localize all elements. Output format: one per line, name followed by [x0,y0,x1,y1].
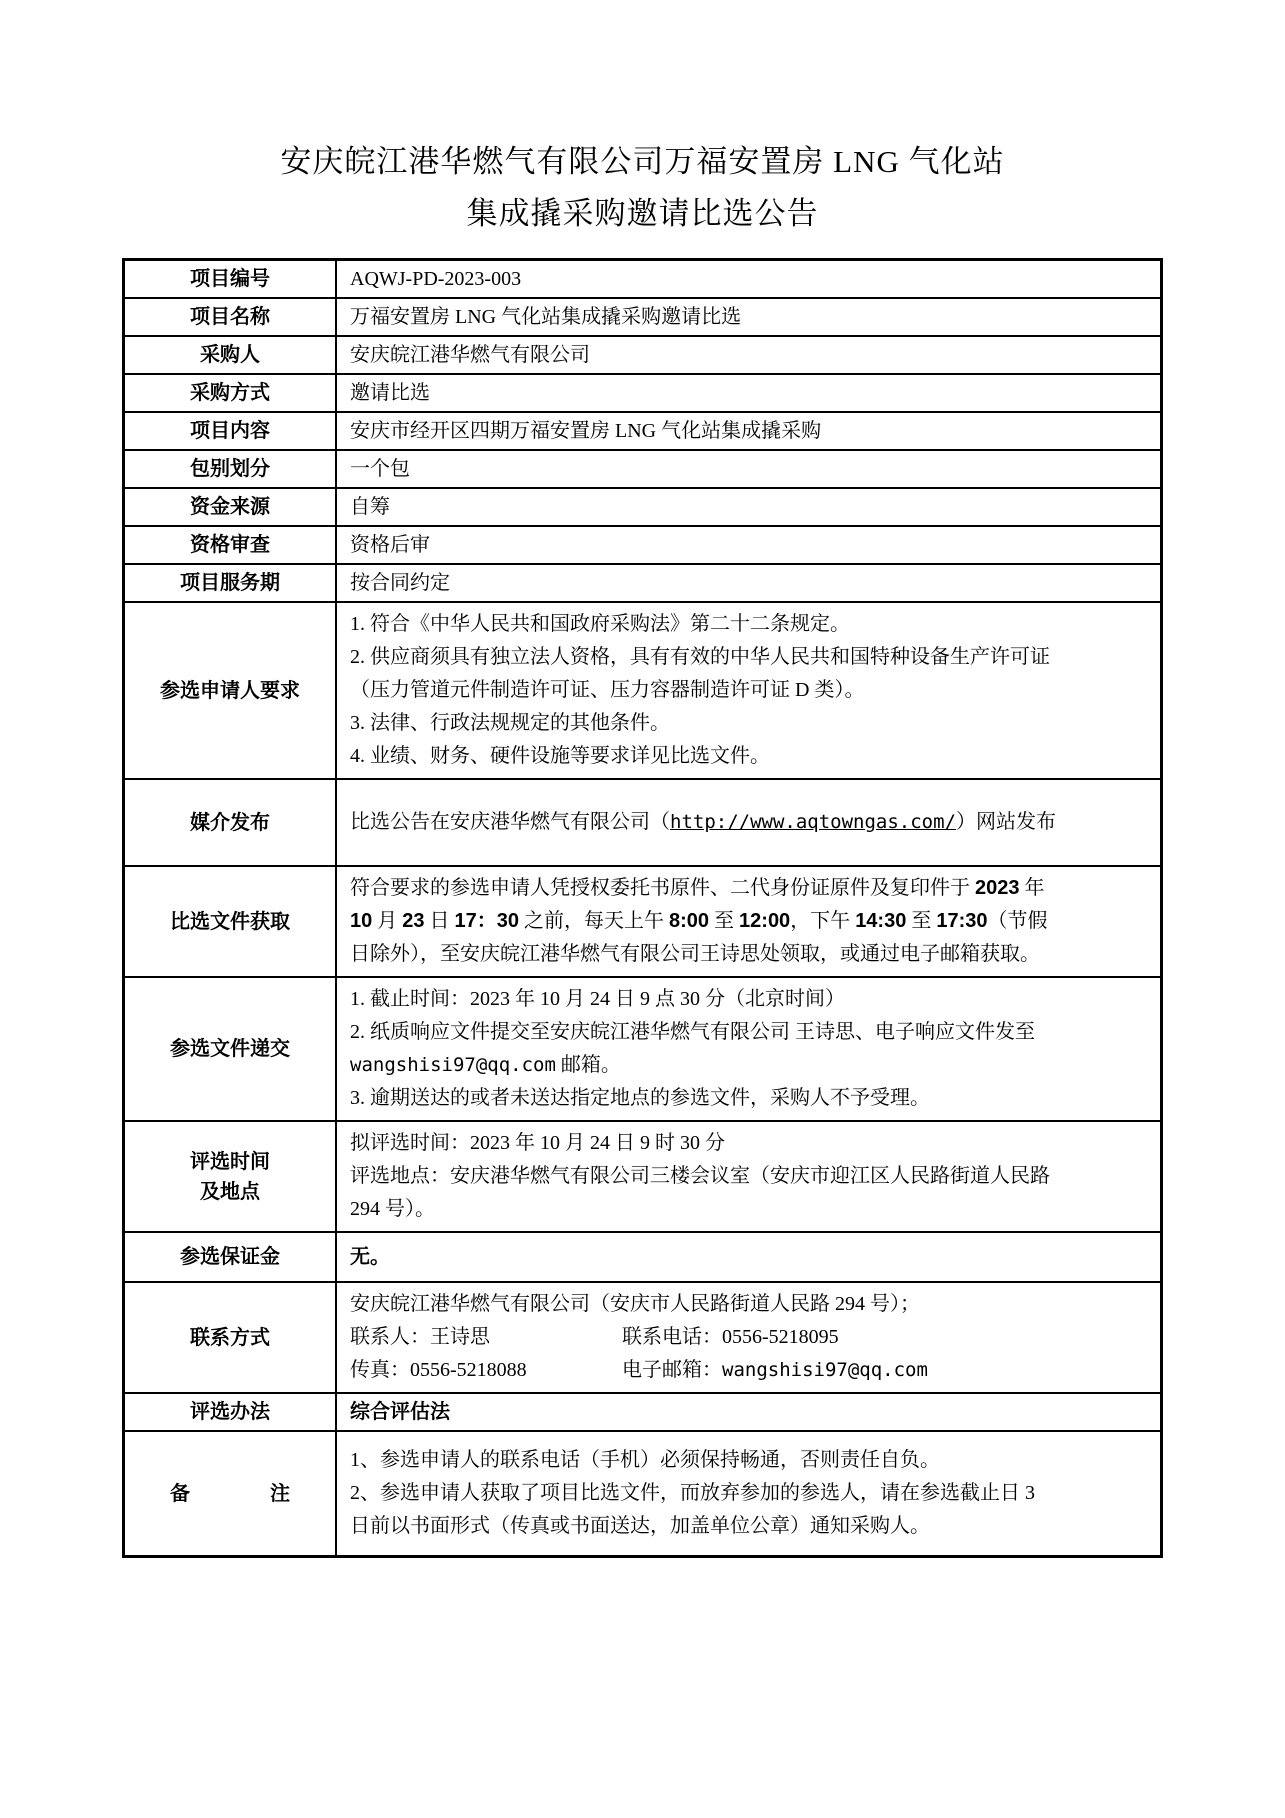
table-row-contact-info [124,1282,1162,1393]
value-line [350,1321,1152,1354]
row-label: 评选办法 [124,1393,337,1431]
text-segment: 安庆市经开区四期万福安置房 LNG 气化站集成撬采购 [350,420,822,442]
row-label: 项目内容 [124,412,337,450]
value-line [350,378,1152,408]
text-segment: 至 [906,910,937,932]
row-value [336,412,1162,450]
table-row-participation-deposit [124,1232,1162,1282]
value-line [350,1049,1152,1082]
table-row-package-division [124,450,1162,488]
row-value [336,526,1162,564]
row-value [336,1282,1162,1393]
text-segment: 3. 法律、行政法规规定的其他条件。 [350,712,670,734]
text-segment: 安庆皖江港华燃气有限公司（安庆市人民路街道人民路 294 号）； [350,1293,920,1315]
notice-table-body [124,260,1162,1557]
page-title-line1: 安庆皖江港华燃气有限公司万福安置房 LNG 气化站 [280,144,1005,179]
value-line [350,1242,1152,1272]
text-segment: 14:30 [855,910,907,932]
table-row-qualification-review [124,526,1162,564]
value-line [350,264,1152,294]
row-label: 资金来源 [124,488,337,526]
value-line [350,1082,1152,1115]
value-line [350,608,1152,641]
text-segment: 邮箱。 [555,1054,621,1076]
text-segment: 联系电话：0556-5218095 [622,1326,839,1348]
text-segment: 传真：0556-5218088 [350,1359,527,1381]
text-segment: 日 [424,910,455,932]
text-segment: 12:00 [739,910,791,932]
row-label: 采购人 [124,336,337,374]
value-line [350,707,1152,740]
page-title-line2: 集成撬采购邀请比选公告 [466,196,819,231]
table-row-document-acquisition [124,866,1162,977]
row-value [336,779,1162,866]
row-label: 联系方式 [124,1282,337,1393]
row-label: 评选时间 及地点 [124,1121,337,1232]
row-value [336,1121,1162,1232]
row-value [336,564,1162,602]
row-label: 采购方式 [124,374,337,412]
announcement-url-link[interactable]: http://www.aqtowngas.com/ [670,811,956,833]
value-line [350,1444,1152,1477]
row-label: 备 注 [124,1431,337,1557]
row-value [336,602,1162,779]
text-segment: 17:30 [936,910,988,932]
text-segment: 月 [372,910,403,932]
text-segment: 3. 逾期送达的或者未送达指定地点的参选文件，采购人不予受理。 [350,1087,930,1109]
table-row-media-release [124,779,1162,866]
table-row-service-period [124,564,1162,602]
row-value [336,488,1162,526]
text-segment: 日除外），至安庆皖江港华燃气有限公司王诗思处领取，或通过电子邮箱获取。 [350,943,1040,965]
text-segment: 1. 截止时间：2023 年 10 月 24 日 9 点 30 分（北京时间） [350,988,845,1010]
text-segment: 1. 符合《中华人民共和国政府采购法》第二十二条规定。 [350,613,850,635]
value-line [350,938,1152,971]
table-row-procurement-method [124,374,1162,412]
text-segment: 符合要求的参选申请人凭授权委托书原件、二代身份证原件及复印件于 [350,877,975,899]
table-row-remarks [124,1431,1162,1557]
email-text: wangshisi97@qq.com [722,1359,928,1381]
text-segment: 2. 纸质响应文件提交至安庆皖江港华燃气有限公司 王诗思、电子响应文件发至 [350,1021,1035,1043]
table-row-project-name [124,298,1162,336]
text-segment: 2、参选申请人获取了项目比选文件，而放弃参加的参选人，请在参选截止日 3 [350,1482,1035,1504]
page-title [100,136,1185,240]
row-label: 项目服务期 [124,564,337,602]
text-segment: 邀请比选 [350,382,430,404]
notice-table [122,258,1163,1558]
row-value [336,1393,1162,1431]
text-segment: 年 [1019,877,1045,899]
table-row-project-number [124,260,1162,299]
row-label: 项目编号 [124,260,337,299]
value-line [350,302,1152,332]
text-segment: 综合评估法 [350,1401,450,1423]
text-segment: 之前，每天上午 [519,910,669,932]
value-line [350,641,1152,674]
row-value [336,260,1162,299]
row-value [336,1431,1162,1557]
text-segment: 万福安置房 LNG 气化站集成撬采购邀请比选 [350,306,742,328]
text-segment: 294 号）。 [350,1198,435,1220]
value-line [350,740,1152,773]
text-segment: 评选地点：安庆港华燃气有限公司三楼会议室（安庆市迎江区人民路街道人民路 [350,1165,1050,1187]
row-value [336,450,1162,488]
row-label: 比选文件获取 [124,866,337,977]
text-segment: AQWJ-PD-2023-003 [350,268,522,290]
text-segment: 拟评选时间：2023 年 10 月 24 日 9 时 30 分 [350,1132,725,1154]
row-label: 参选保证金 [124,1232,337,1282]
row-value [336,298,1162,336]
row-value [336,1232,1162,1282]
email-text: wangshisi97@qq.com [350,1054,556,1076]
value-line [350,492,1152,522]
text-segment: 比选公告在安庆港华燃气有限公司（ [350,811,670,833]
value-line [350,1016,1152,1049]
value-line [350,872,1152,905]
text-segment: 10 [350,910,373,932]
row-value [336,866,1162,977]
text-segment: 8:00 [669,910,710,932]
text-segment: （节假 [987,910,1048,932]
row-label: 参选申请人要求 [124,602,337,779]
value-line [350,568,1152,598]
value-line [350,1510,1152,1543]
text-segment: ，下午 [790,910,856,932]
value-line [350,454,1152,484]
text-segment: 自筹 [350,496,390,518]
text-segment: （压力管道元件制造许可证、压力容器制造许可证 D 类）。 [350,679,865,701]
row-label: 媒介发布 [124,779,337,866]
value-line [350,1477,1152,1510]
value-line [350,905,1152,938]
text-segment: 资格后审 [350,534,430,556]
text-segment: 2023 [975,877,1020,899]
row-value [336,977,1162,1121]
text-segment: 安庆皖江港华燃气有限公司 [350,344,590,366]
table-row-project-content [124,412,1162,450]
row-label: 参选文件递交 [124,977,337,1121]
text-segment: 至 [709,910,740,932]
row-value [336,336,1162,374]
value-line [350,806,1152,839]
row-value [336,374,1162,412]
text-segment: 一个包 [350,458,410,480]
table-row-document-submission [124,977,1162,1121]
text-segment: 1、参选申请人的联系电话（手机）必须保持畅通，否则责任自负。 [350,1449,940,1471]
text-segment: 日前以书面形式（传真或书面送达，加盖单位公章）通知采购人。 [350,1515,930,1537]
value-line [350,1397,1152,1427]
text-segment: 按合同约定 [350,572,450,594]
value-line [350,1193,1152,1226]
text-segment: 无。 [350,1246,390,1268]
row-label: 项目名称 [124,298,337,336]
value-line [350,1354,1152,1387]
value-line [350,1160,1152,1193]
value-line [350,416,1152,446]
table-row-selection-method [124,1393,1162,1431]
table-row-purchaser [124,336,1162,374]
text-segment: 电子邮箱： [622,1359,722,1381]
text-segment: 4. 业绩、财务、硬件设施等要求详见比选文件。 [350,745,770,767]
row-label: 包别划分 [124,450,337,488]
text-segment: 23 [402,910,425,932]
table-row-applicant-requirements [124,602,1162,779]
text-segment: 17：30 [454,910,519,932]
table-row-selection-time-place [124,1121,1162,1232]
row-label: 资格审查 [124,526,337,564]
value-line [350,340,1152,370]
value-line [350,983,1152,1016]
value-line [350,1127,1152,1160]
value-line [350,674,1152,707]
value-line [350,530,1152,560]
text-segment: 2. 供应商须具有独立法人资格，具有有效的中华人民共和国特种设备生产许可证 [350,646,1050,668]
table-row-funding-source [124,488,1162,526]
text-segment: ）网站发布 [955,811,1056,833]
value-line [350,1288,1152,1321]
text-segment: 联系人：王诗思 [350,1326,490,1348]
